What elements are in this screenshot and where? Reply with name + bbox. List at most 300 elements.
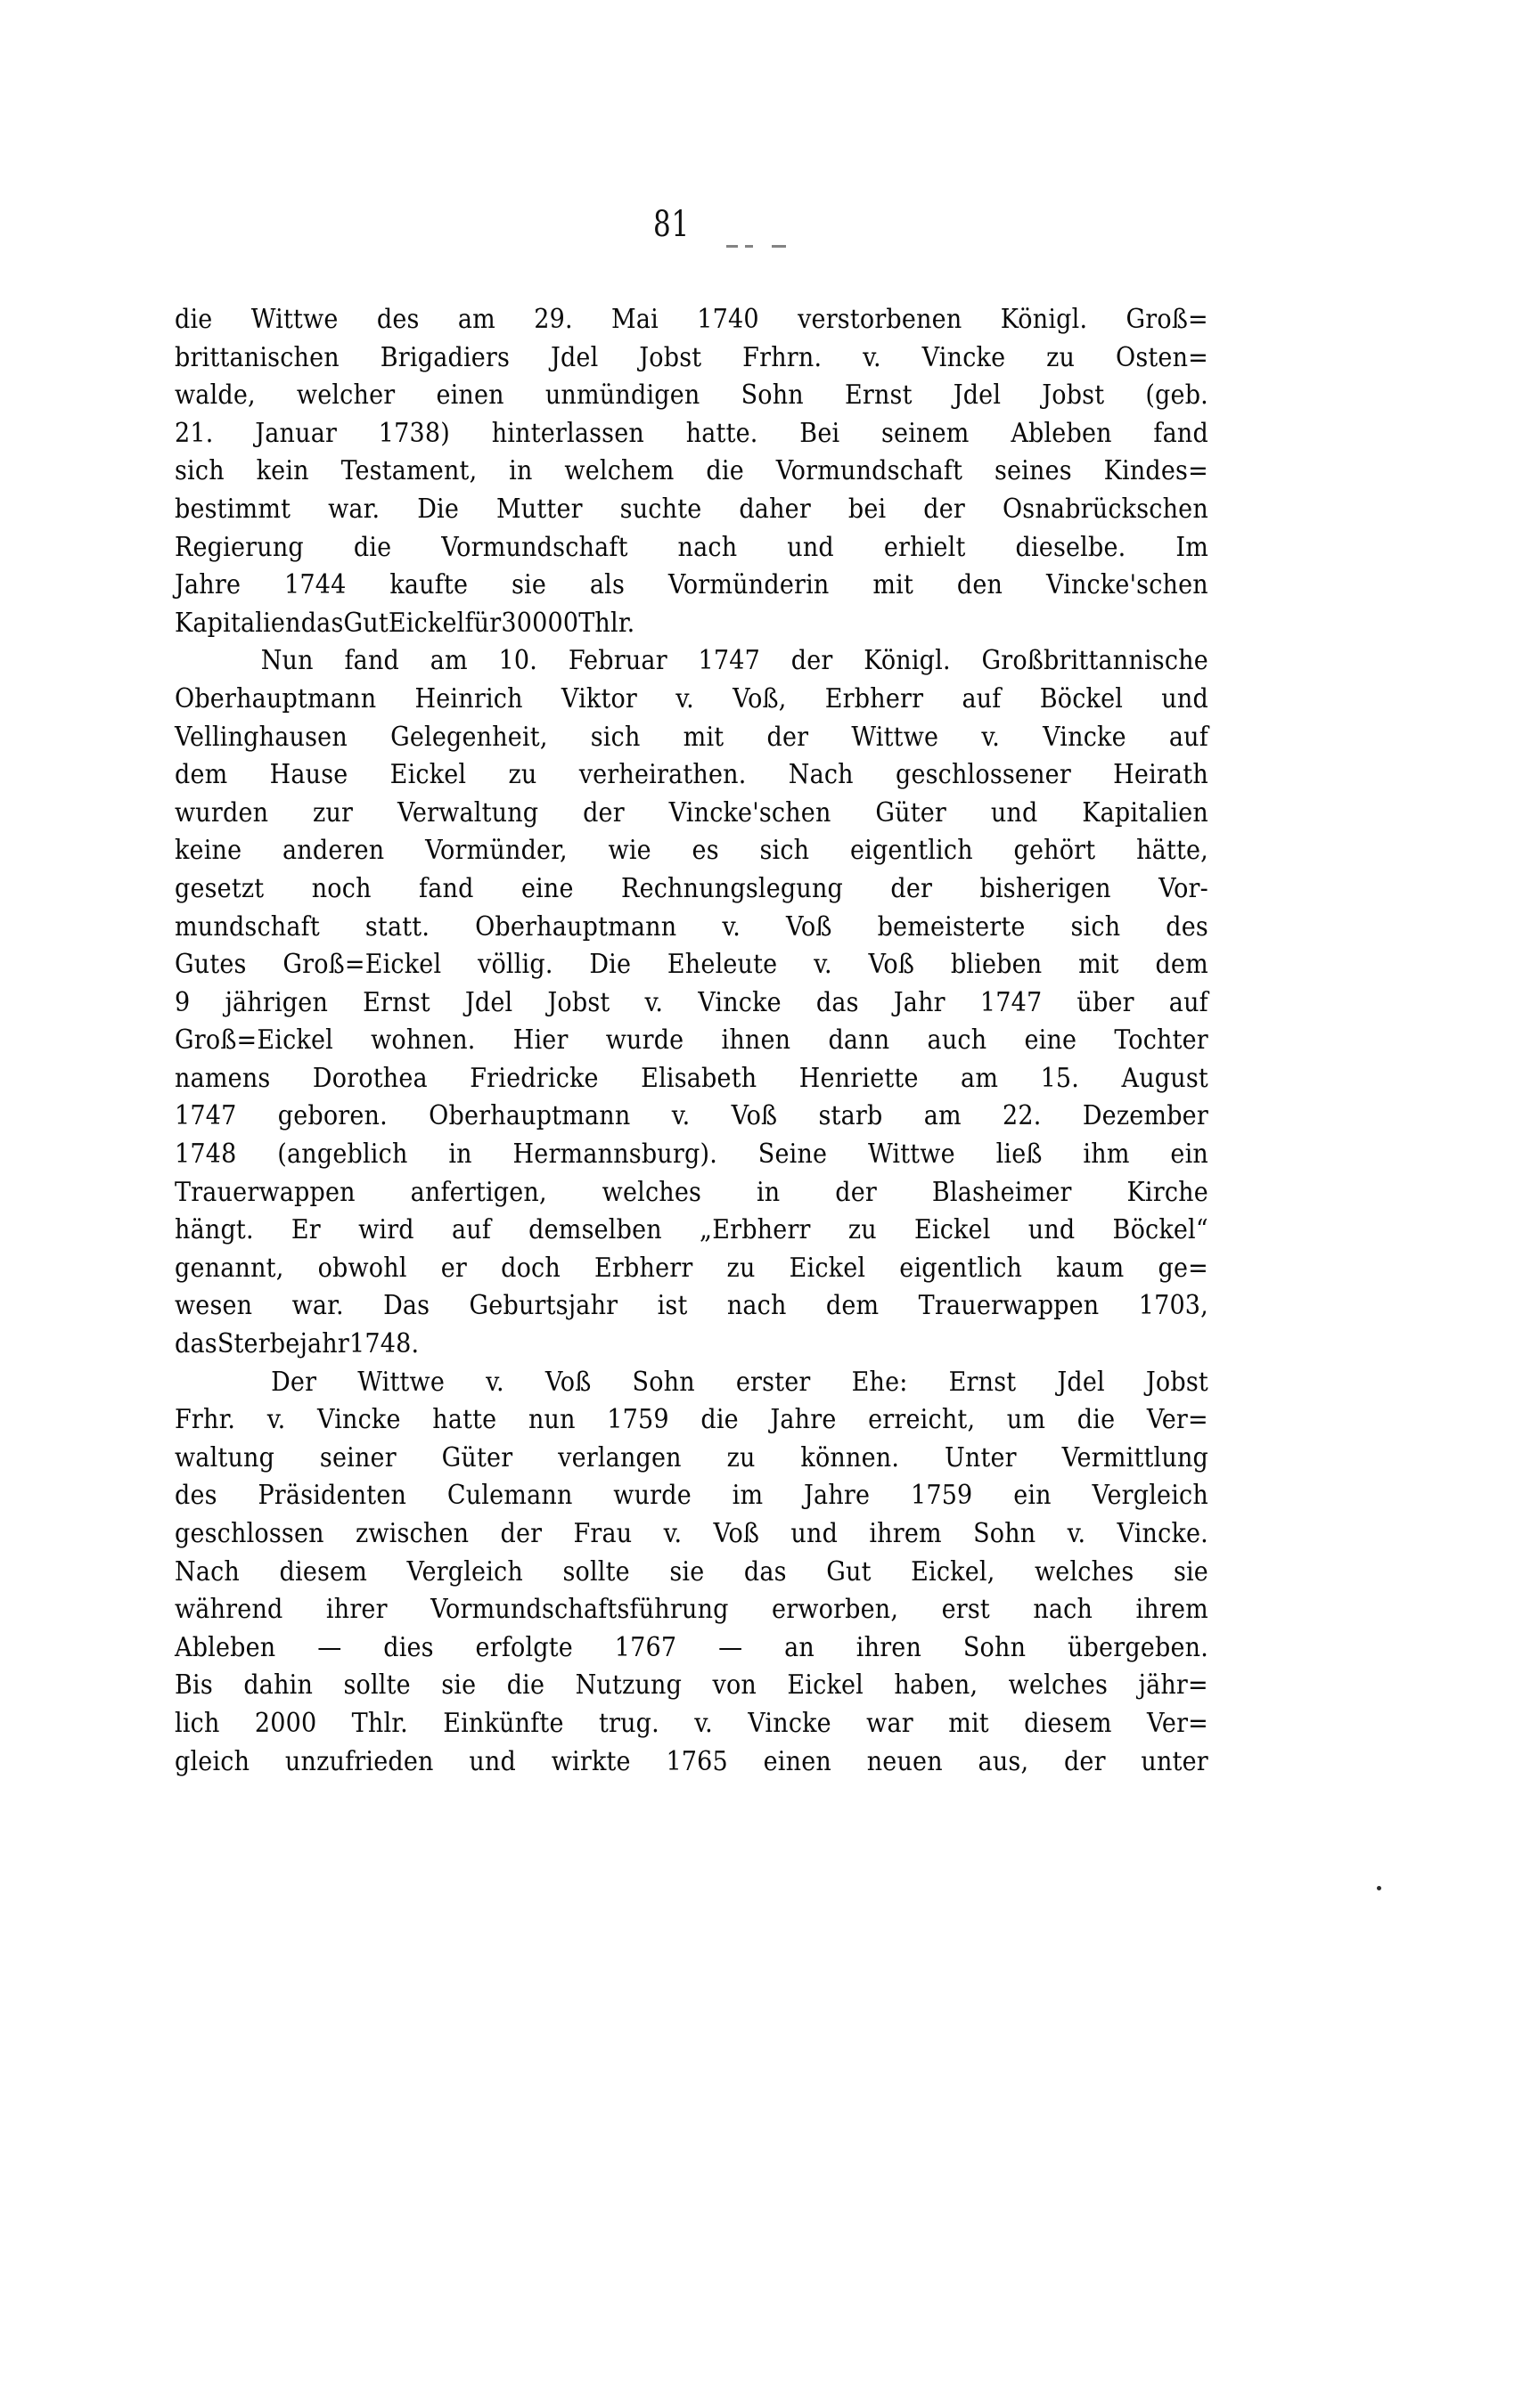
word: den [956,569,1003,601]
text-line [175,1212,1208,1250]
word: Rechnungslegung [621,872,844,904]
word: die [353,531,392,563]
word: namens [175,1062,271,1094]
word: erhielt [883,531,966,563]
word: Sohn [973,1518,1036,1549]
word: sollte [343,1669,411,1702]
text-line [175,339,1208,378]
word: verheirathen. [578,759,747,791]
word: blieben [950,949,1043,981]
word: und [1161,682,1208,714]
word: Ehe: [851,1366,908,1398]
text-line [175,1554,1208,1592]
word: Thlr. [578,607,635,639]
word: Vincke [317,1404,401,1436]
word: Voß [868,949,915,981]
word: zu [726,1252,756,1284]
word: sich [590,721,641,753]
word: Jahre [770,1404,837,1436]
text-line [175,1060,1208,1098]
word: die [700,1404,739,1436]
text-line [175,1022,1208,1060]
word: Hier [512,1024,569,1057]
word: Vincke. [1117,1518,1208,1549]
ink-speck [1377,1886,1381,1890]
word: 21. [175,417,214,449]
word: während [175,1594,283,1626]
word: Ver= [1146,1707,1208,1739]
word: Frhr. [175,1404,236,1436]
word: es [692,835,719,867]
word: Vincke [748,1707,831,1739]
word: eine [1024,1024,1077,1057]
word: Regierung [175,531,304,563]
word: dieselbe. [1015,531,1126,563]
word: war. [328,493,381,525]
word: 1744 [284,569,347,601]
word: die [706,455,744,487]
word: 1767 [614,1631,677,1663]
text-line [175,1591,1208,1629]
word: wie [608,835,651,867]
text-line [175,1136,1208,1174]
word: Voß [713,1518,760,1549]
word: Bei [799,417,840,449]
word: Böckel“ [1112,1214,1208,1246]
word: v. [266,1404,286,1436]
word: 1747 [698,645,761,677]
word: wurden [175,796,269,829]
word: v. [644,986,664,1018]
word: das [815,986,859,1018]
word: Vincke'schen [1045,569,1208,601]
word: mundschaft [175,910,320,943]
word: die [506,1669,545,1702]
word: lich [175,1707,220,1739]
word: hängt. [175,1214,254,1246]
word: 1765 [666,1745,728,1777]
text-line [175,946,1208,984]
word: Culemann [446,1480,573,1512]
word: sich [175,455,225,487]
word: Im [1175,531,1208,563]
word: Blasheimer [931,1176,1072,1208]
word: Böckel [1039,682,1124,714]
word: Trauerwappen [175,1176,356,1208]
text-line [175,1287,1208,1326]
text-line [175,909,1208,947]
word: auf [1168,986,1208,1018]
word: geschlossener [895,759,1071,791]
page-number: 81 [653,204,691,245]
word: der [835,1176,877,1208]
word: Kindes= [1103,455,1208,487]
word: Gut [343,607,389,639]
word: v. [981,721,1000,753]
word: bei [847,493,887,525]
word: Jahr [893,986,946,1018]
word: und [990,796,1038,829]
word: walde, [175,380,256,412]
word: Seine [757,1139,828,1171]
word: kaum [1056,1252,1125,1284]
word: Nutzung [575,1669,683,1702]
word: Unter [944,1441,1017,1473]
word: wirkte [551,1745,631,1777]
word: ihren [855,1631,922,1663]
word: Ernst [363,986,430,1018]
word: unmündigen [544,380,700,412]
word: suchte [619,493,702,525]
text-line [175,756,1208,795]
text-line [175,984,1208,1023]
word: aus, [978,1745,1029,1777]
text-line [175,719,1208,757]
word: Ableben [175,1631,276,1663]
text-line [175,1515,1208,1554]
text-line [175,453,1208,491]
word: anfertigen, [410,1176,547,1208]
word: v. [1067,1518,1086,1549]
text-line [175,567,1208,605]
word: 1759 [910,1480,973,1512]
word: dem [825,1290,880,1322]
word: erreicht, [868,1404,976,1436]
word: erworben, [772,1594,899,1626]
word: v. [722,910,741,943]
text-line [175,681,1208,719]
word: — [718,1631,743,1663]
word: Ver= [1146,1404,1208,1436]
text-line [175,1477,1208,1515]
word: hatte [432,1404,497,1436]
word: jähr= [1138,1669,1208,1702]
word: ließ [995,1139,1043,1171]
word: Königl. [1000,304,1088,335]
word: August [1121,1062,1208,1094]
folio-band [0,204,1539,260]
text-line [175,642,1208,681]
word: Ernst [948,1366,1017,1398]
word: dann [828,1024,890,1057]
word: das [743,1555,787,1588]
word: und [1027,1214,1076,1246]
word: brittanischen [175,341,340,373]
word: waltung [175,1441,275,1473]
word: Jobst [639,341,702,373]
word: Trauerwappen [918,1290,1100,1322]
word: nun [528,1404,576,1436]
word: Die [589,949,632,981]
word: 10. [498,645,538,677]
word: Ernst [844,380,913,412]
word: Wittwe [357,1366,446,1398]
word: ist [657,1290,688,1322]
word: verlangen [558,1441,682,1473]
word: Jahre [175,569,241,601]
word: Jobst [547,986,610,1018]
word: das [175,1328,217,1360]
word: Jdel [1057,1366,1105,1398]
paragraph-1 [175,301,1208,642]
word: Jobst [1042,380,1105,412]
text-line [175,1326,1208,1364]
word: Voß [544,1366,592,1398]
word: der [583,796,625,829]
word: dem [1155,949,1208,981]
word: die [1076,1404,1116,1436]
word: starb [818,1100,883,1132]
word: wird [358,1214,414,1246]
word: Vor- [1158,872,1208,904]
word: 1759 [607,1404,669,1436]
word: Sohn [962,1631,1027,1663]
word: Friedricke [470,1062,599,1094]
word: wurde [613,1480,692,1512]
word: bisherigen [979,872,1111,904]
word: Elisabeth [641,1062,757,1094]
word: Eickel [388,607,465,639]
word: zu [508,759,537,791]
word: Jdel [953,380,1002,412]
word: der [790,645,833,677]
word: demselben [528,1214,662,1246]
word: unter [1141,1745,1208,1777]
word: Jdel [464,986,513,1018]
word: 1747 [979,986,1043,1018]
word: eigentlich [849,835,973,867]
word: geboren. [277,1100,388,1132]
word: am [961,1062,999,1094]
text-line [175,870,1208,909]
text-line [175,1705,1208,1743]
text-line [175,1098,1208,1136]
word: daher [739,493,811,525]
word: übergeben. [1068,1631,1208,1663]
text-line [175,1743,1208,1782]
word: der [1063,1745,1106,1777]
word: Vincke [1043,721,1126,753]
word: Kapitalien [175,607,301,639]
word: haben, [894,1669,978,1702]
word: Eheleute [667,949,778,981]
word: Januar [255,417,338,449]
word: mit [872,569,914,601]
ink-speck [772,245,786,248]
word: ein [1170,1139,1208,1171]
word: ihrem [1135,1594,1208,1626]
text-line [175,1667,1208,1705]
word: Sohn [632,1366,695,1398]
word: Voß [785,910,832,943]
word: Er [291,1214,321,1246]
word: Voß, [733,682,787,714]
word: v. [486,1366,504,1398]
word: der [923,493,966,525]
word: v. [663,1518,683,1549]
word: Wittwe [867,1139,955,1171]
word: v. [694,1707,713,1739]
body-text-block [175,301,1208,1781]
word: Osten= [1116,341,1208,373]
word: Jobst [1145,1366,1208,1398]
word: Henriette [798,1062,919,1094]
word: Vincke [921,341,1006,373]
word: über [1076,986,1134,1018]
word: Vergleich [406,1555,523,1588]
word: trug. [598,1707,659,1739]
word: am [457,304,495,335]
word: um [1006,1404,1046,1436]
word: sie [441,1669,477,1702]
word: Erbherr [824,682,924,714]
word: und [787,531,834,563]
word: im [732,1480,764,1512]
word: Eickel [389,759,467,791]
word: des [376,304,420,335]
word: gehört [1013,835,1096,867]
word: sich [759,835,810,867]
word: erst [941,1594,990,1626]
word: dahin [243,1669,314,1702]
word: wurde [605,1024,684,1057]
word: Februar [568,645,667,677]
word: hätte, [1136,835,1208,867]
word: Einkünfte [443,1707,564,1739]
word: sie [669,1555,705,1588]
word: kein [256,455,309,487]
word: Mai [611,304,659,335]
word: neuen [866,1745,943,1777]
word: „Erbherr [700,1214,811,1246]
word: Oberhauptmann [475,910,677,943]
word: v. [863,341,881,373]
word: Testament, [340,455,478,487]
word: welches [1035,1555,1134,1588]
word: bemeisterte [877,910,1026,943]
word: Eickel [913,1214,991,1246]
word: mit [948,1707,989,1739]
word: Hermannsburg). [512,1139,717,1171]
word: welcher [296,380,396,412]
text-line [175,605,1208,643]
word: jährigen [225,986,329,1018]
word: statt. [364,910,430,943]
word: Osnabrückschen [1002,493,1208,525]
word: 9 [175,986,191,1018]
word: Eickel, [911,1555,995,1588]
word: Vormundschaft [441,531,628,563]
word: 2000 [254,1707,317,1739]
word: Heirath [1113,759,1208,791]
word: Güter [441,1441,513,1473]
word: bestimmt [175,493,291,525]
text-line [175,795,1208,833]
word: einen [436,380,504,412]
word: und [790,1518,839,1549]
word: Sohn [741,380,804,412]
word: nach [726,1290,787,1322]
word: 1747 [175,1100,237,1132]
word: zu [847,1214,877,1246]
word: der [500,1518,543,1549]
word: ihm [1083,1139,1130,1171]
text-line [175,1629,1208,1668]
word: 1703, [1138,1290,1208,1322]
word: zu [726,1441,756,1473]
word: und [469,1745,516,1777]
word: v. [814,949,832,981]
word: Eickel [789,1252,866,1284]
word: in [756,1176,781,1208]
word: hatte. [685,417,758,449]
word: am [923,1100,962,1132]
word: 29. [534,304,573,335]
word: doch [501,1252,561,1284]
word: war [866,1707,913,1739]
word: ihnen [721,1024,791,1057]
word: hinterlassen [491,417,644,449]
word: Wittwe [250,304,339,335]
word: ihrer [325,1594,388,1626]
word: Königl. [864,645,951,677]
word: seinem [881,417,970,449]
word: Vormundschaftsführung [430,1594,729,1626]
word: Jdel [550,341,599,373]
word: 1748 [175,1139,237,1171]
word: Vormünder, [425,835,568,867]
word: dies [383,1631,434,1663]
word: Groß= [1126,304,1208,335]
word: Sterbejahr [217,1328,349,1360]
word: Der [271,1366,317,1398]
word: ge= [1158,1252,1208,1284]
word: dem [175,759,228,791]
word: 000 [532,607,579,639]
word: Vermittlung [1061,1441,1208,1473]
word: Güter [875,796,947,829]
word: zu [1046,341,1076,373]
text-line [175,491,1208,529]
word: noch [311,872,372,904]
word: Vergleich [1092,1480,1208,1512]
word: für [464,607,502,639]
word: das [300,607,344,639]
word: Großbrittannische [981,645,1208,677]
word: Gut [826,1555,872,1588]
word: unzufrieden [284,1745,434,1777]
word: Oberhauptmann [429,1100,631,1132]
text-line [175,1440,1208,1478]
word: fand [1153,417,1208,449]
word: eine [520,872,574,904]
word: 1740 [697,304,759,335]
word: fand [344,645,400,677]
word: Vormundschaft [775,455,963,487]
word: Nach [788,759,854,791]
word: 22. [1003,1100,1042,1132]
word: Ableben [1011,417,1112,449]
word: sie [512,569,547,601]
word: können. [800,1441,900,1473]
word: nach [1033,1594,1093,1626]
word: an [784,1631,815,1663]
word: anderen [282,835,385,867]
word: Frhrn. [742,341,823,373]
word: Vormünderin [667,569,830,601]
word: am [430,645,468,677]
text-line [175,377,1208,415]
